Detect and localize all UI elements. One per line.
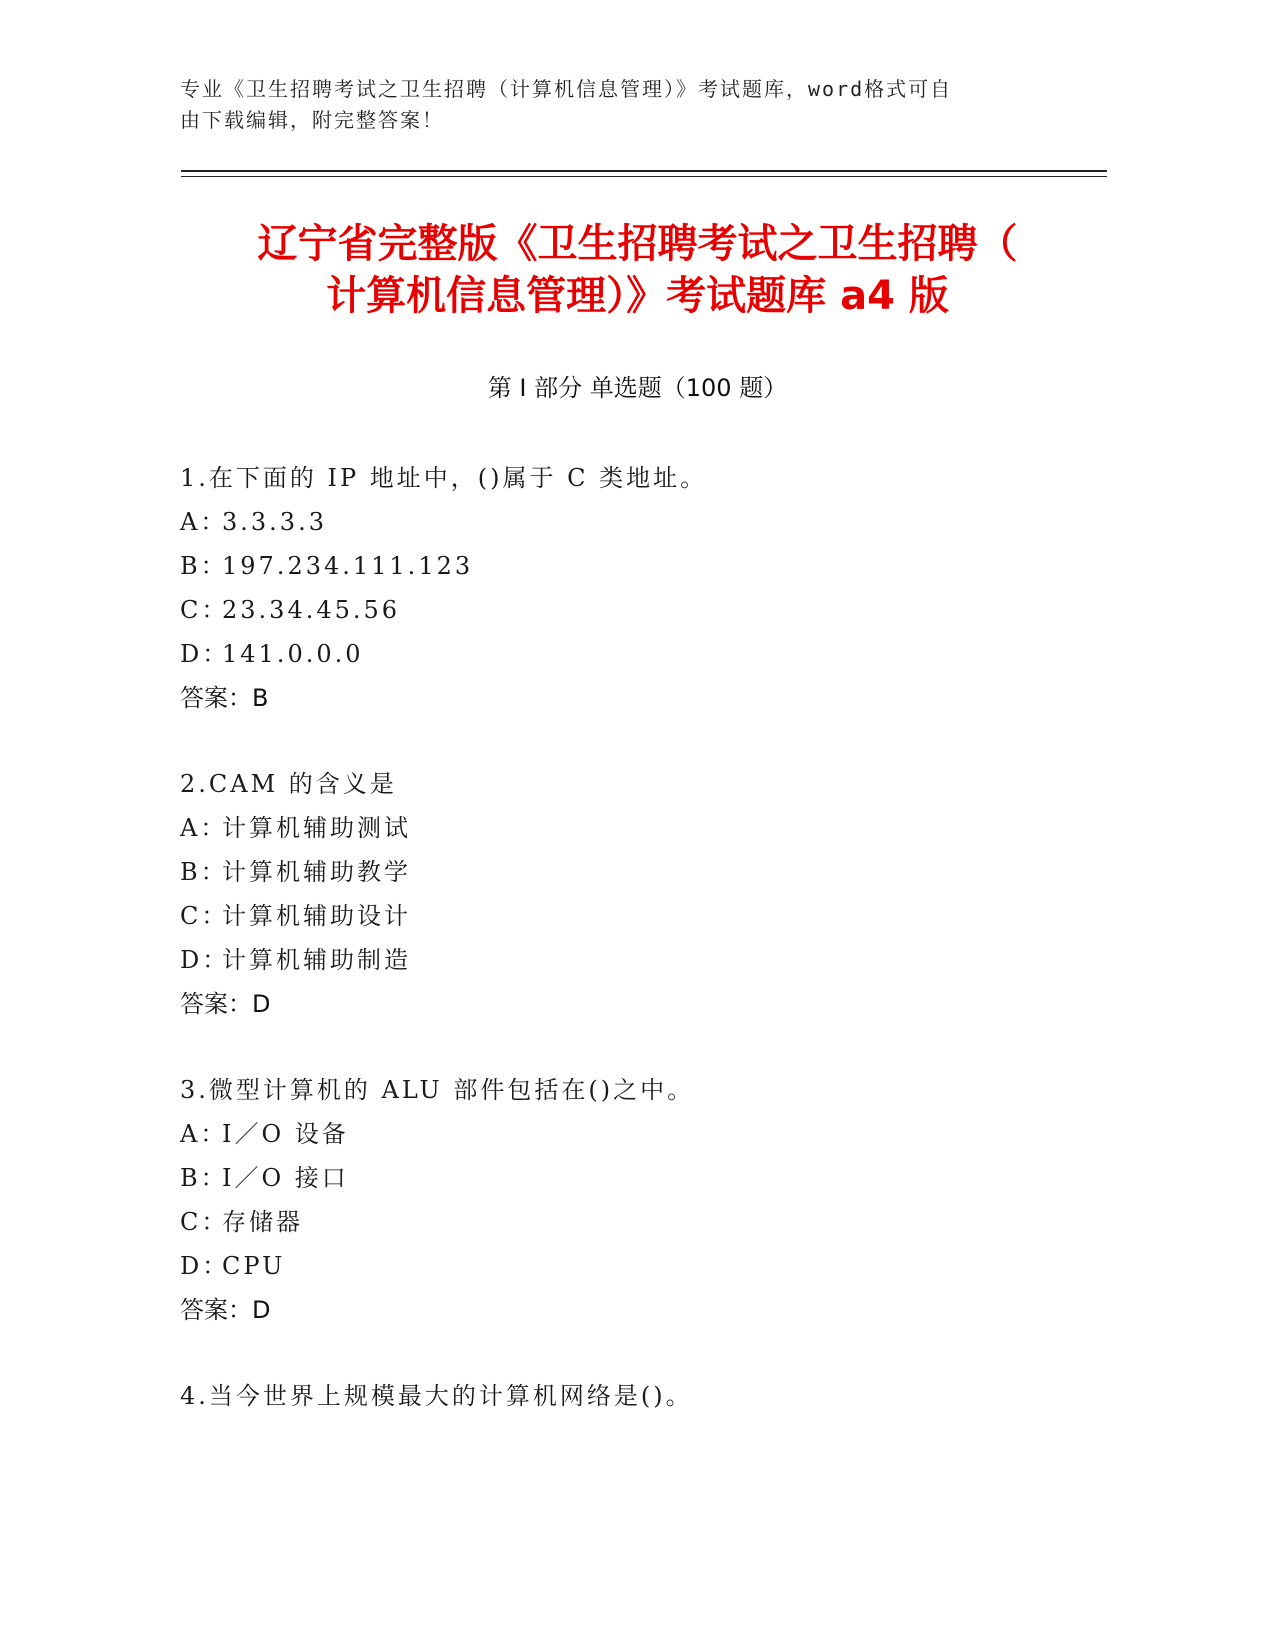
option-key: C： — [180, 596, 229, 624]
option-key: A： — [180, 1120, 228, 1148]
option-c — [180, 588, 1080, 632]
question-item — [180, 1068, 1080, 1332]
title-line: 计算机信息管理）》考试题库 a4 版 — [326, 273, 949, 319]
option-c — [180, 1200, 1080, 1244]
question-stem: 4.当今世界上规模最大的计算机网络是()。 — [180, 1382, 693, 1410]
title-line: 辽宁省完整版《卫生招聘考试之卫生招聘（ — [257, 221, 1018, 267]
option-text: 计算机辅助测试 — [222, 814, 411, 842]
question-item — [180, 1374, 1080, 1418]
option-c — [180, 894, 1080, 938]
option-text: 计算机辅助制造 — [222, 946, 411, 974]
option-key: A： — [180, 814, 228, 842]
option-key: A： — [180, 508, 228, 536]
question-stem: 2.CAM 的含义是 — [180, 770, 397, 798]
intro-text — [180, 74, 1060, 136]
option-text: 23.34.45.56 — [222, 596, 401, 624]
option-key: B： — [180, 1164, 228, 1192]
question-item — [180, 762, 1080, 1026]
answer-line: 答案：D — [180, 1296, 271, 1324]
option-a — [180, 500, 1080, 544]
answer-line: 答案：B — [180, 684, 269, 712]
question-list — [180, 456, 1080, 1460]
option-key: B： — [180, 858, 228, 886]
option-d — [180, 1244, 1080, 1288]
option-key: C： — [180, 902, 229, 930]
option-b — [180, 544, 1080, 588]
answer-line: 答案：D — [180, 990, 271, 1018]
intro-line: 专业《卫生招聘考试之卫生招聘（计算机信息管理）》考试题库，word格式可自 — [180, 77, 953, 101]
page-title — [160, 218, 1115, 322]
question-stem: 1.在下面的 IP 地址中，()属于 C 类地址。 — [180, 464, 708, 492]
header-divider-thin — [181, 176, 1107, 177]
option-b — [180, 1156, 1080, 1200]
option-key: D： — [180, 1252, 230, 1280]
option-b — [180, 850, 1080, 894]
option-d — [180, 938, 1080, 982]
option-text: 197.234.111.123 — [222, 552, 474, 580]
option-key: D： — [180, 640, 230, 668]
header-divider — [181, 170, 1107, 172]
option-text: 存储器 — [222, 1208, 303, 1236]
option-key: B： — [180, 552, 228, 580]
option-text: 计算机辅助教学 — [222, 858, 411, 886]
option-text: I／O 接口 — [222, 1164, 349, 1192]
option-key: C： — [180, 1208, 229, 1236]
option-text: CPU — [222, 1252, 286, 1280]
question-item — [180, 456, 1080, 720]
option-text: 3.3.3.3 — [222, 508, 327, 536]
option-key: D： — [180, 946, 230, 974]
option-text: 141.0.0.0 — [222, 640, 364, 668]
option-a — [180, 1112, 1080, 1156]
question-stem: 3.微型计算机的 ALU 部件包括在()之中。 — [180, 1076, 695, 1104]
option-text: 计算机辅助设计 — [222, 902, 411, 930]
section-heading: 第 I 部分 单选题（100 题） — [487, 374, 788, 402]
intro-line: 由下载编辑，附完整答案！ — [180, 108, 444, 132]
option-text: I／O 设备 — [222, 1120, 349, 1148]
option-d — [180, 632, 1080, 676]
option-a — [180, 806, 1080, 850]
